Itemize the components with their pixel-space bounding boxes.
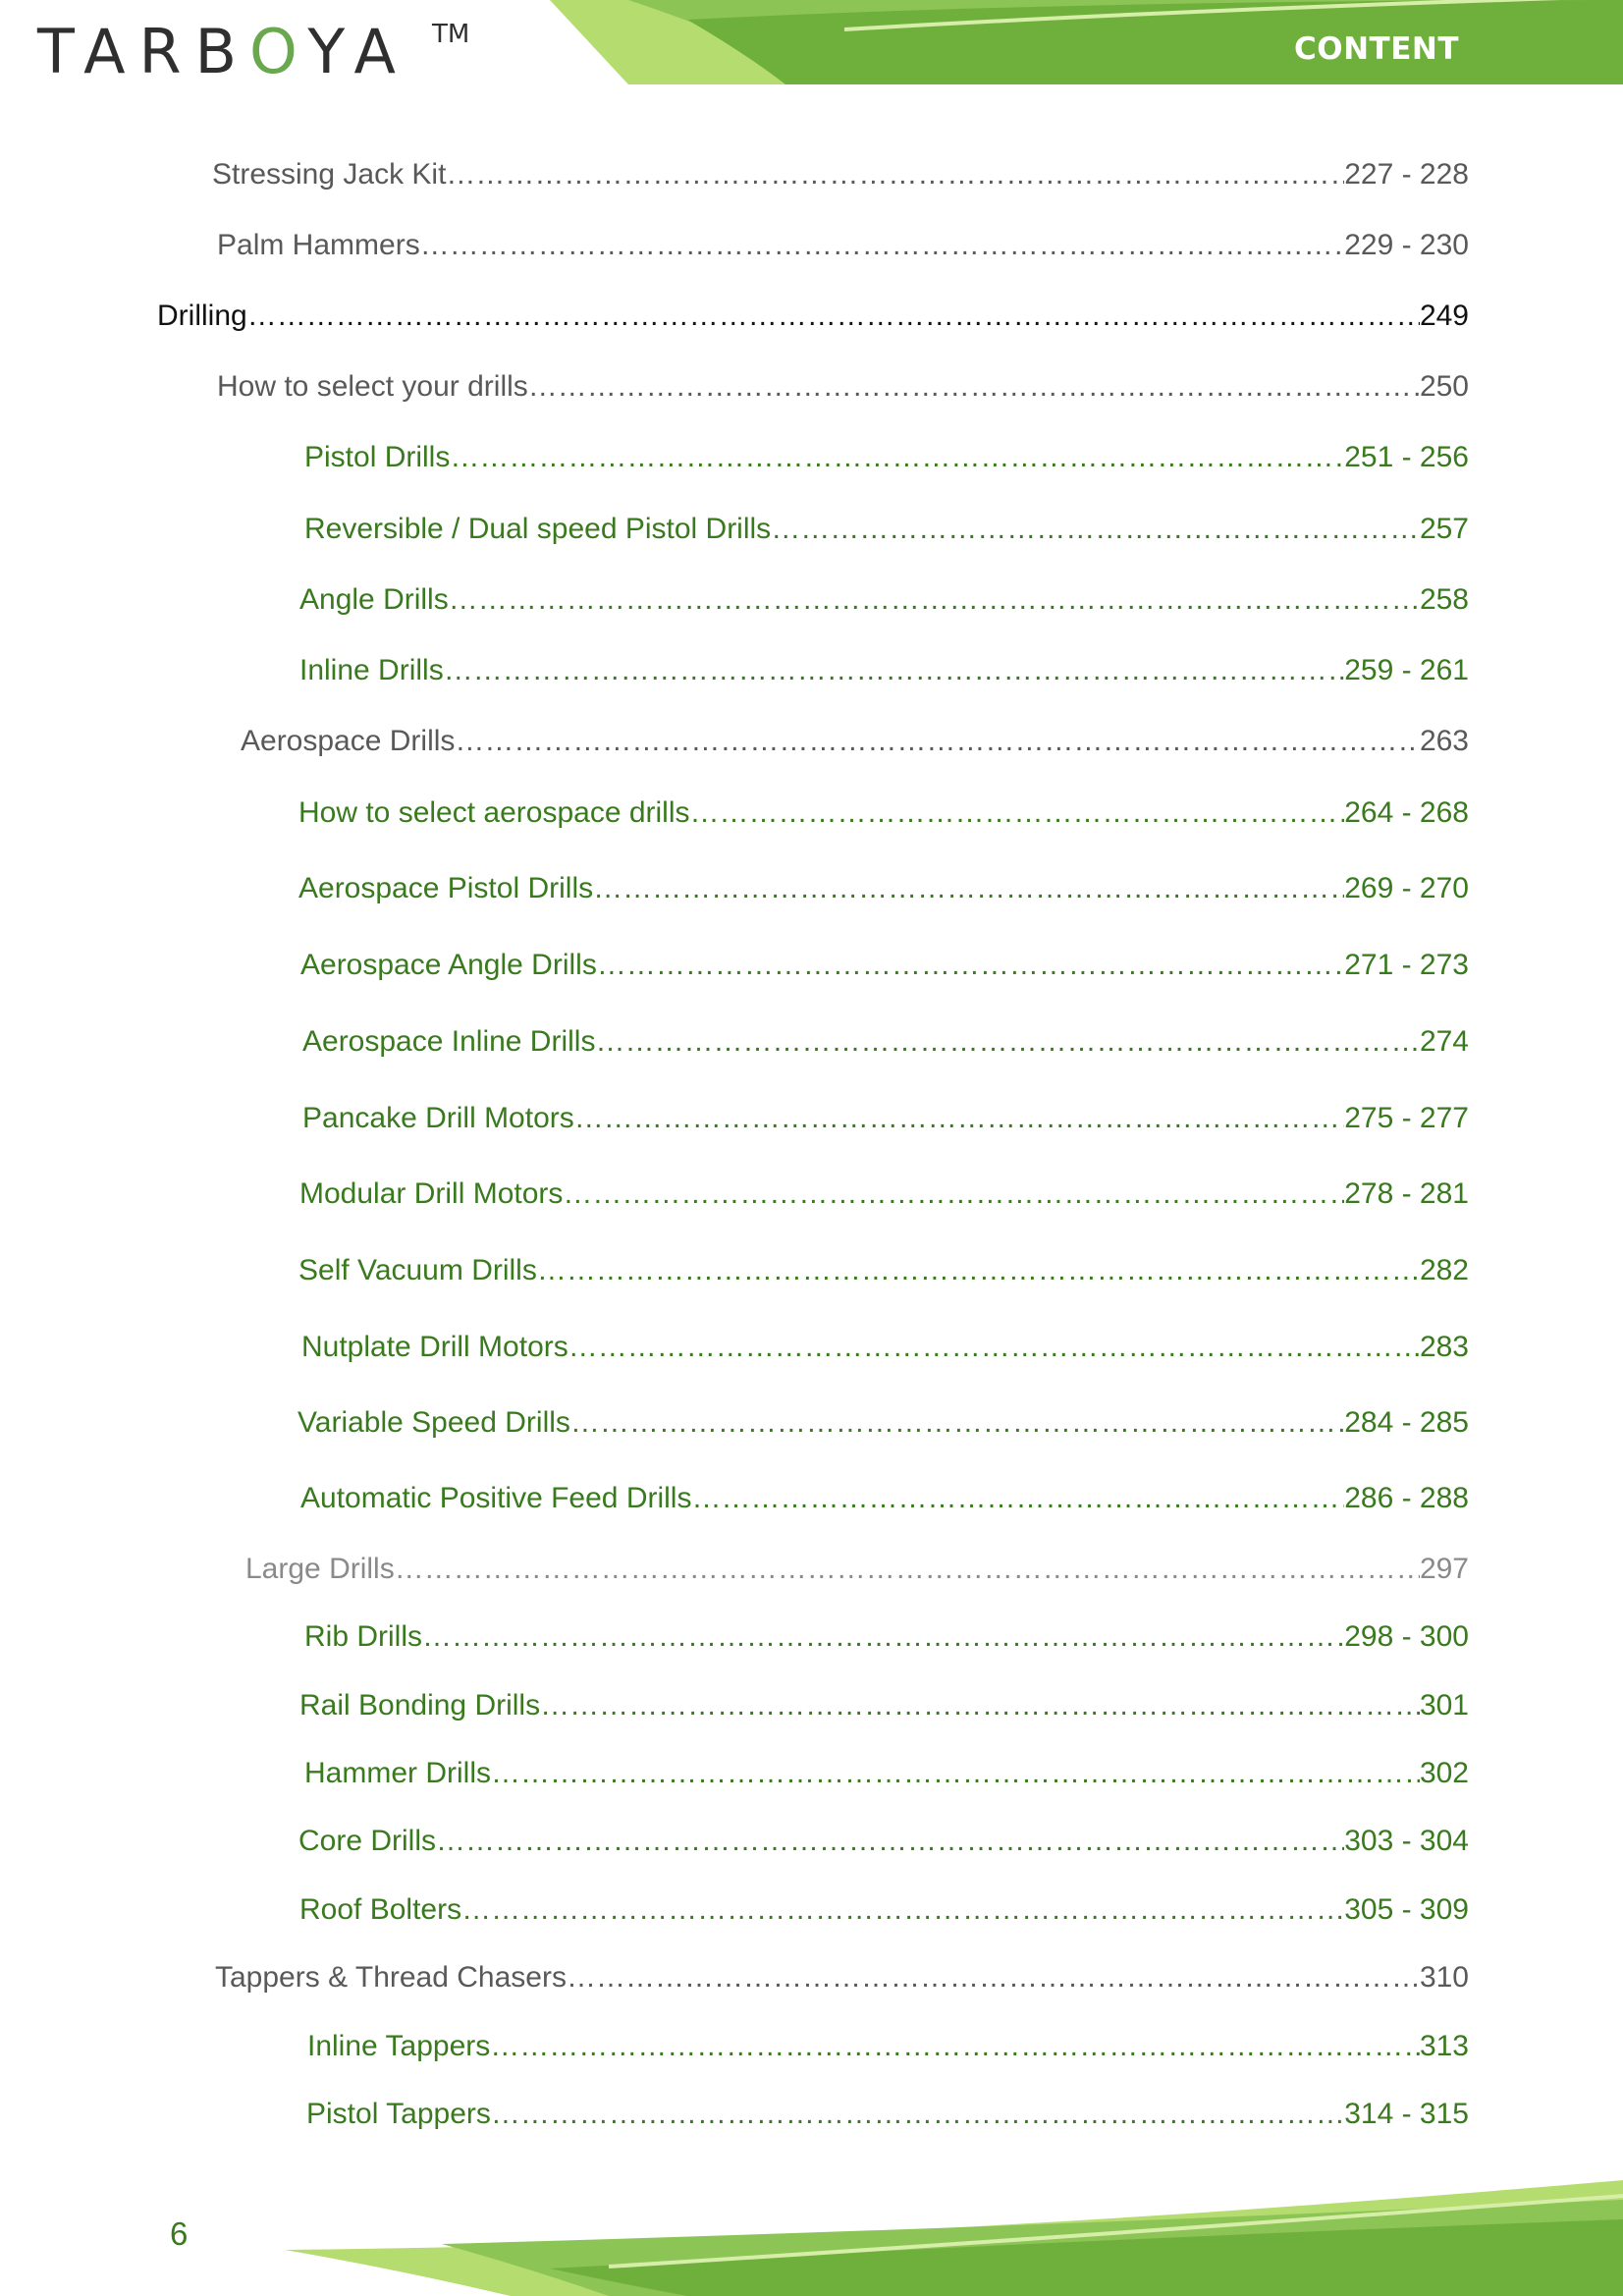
toc-title: Self Vacuum Drills	[298, 1254, 537, 1286]
dot-leader	[563, 1176, 1344, 1212]
toc-title: Automatic Positive Feed Drills	[300, 1482, 692, 1514]
toc-entry-aerospace-angle-drills[interactable]	[300, 948, 1469, 983]
dot-leader	[461, 1892, 1344, 1928]
toc-title: Rib Drills	[304, 1620, 422, 1653]
toc-page: 263	[1419, 725, 1469, 757]
section-label: CONTENT	[1294, 31, 1459, 67]
toc-entry-aerospace-pistol-drills[interactable]	[298, 871, 1469, 906]
toc-entry-angle-drills[interactable]	[299, 582, 1469, 618]
dot-leader	[568, 1330, 1420, 1365]
dot-leader	[449, 582, 1420, 618]
toc-title: Large Drills	[245, 1553, 395, 1585]
toc-entry-rail-bonding-drills[interactable]	[299, 1688, 1469, 1723]
toc-title: Inline Drills	[299, 654, 444, 686]
toc-title: Core Drills	[298, 1825, 437, 1857]
toc-page: 229 - 230	[1344, 229, 1469, 261]
footer-swoosh	[0, 2160, 1623, 2296]
dot-leader	[691, 1481, 1344, 1516]
toc-title: Angle Drills	[299, 583, 449, 616]
toc-title: Pistol Drills	[304, 441, 451, 473]
logo-letter-t: T	[37, 16, 84, 87]
toc-page: 284 - 285	[1344, 1406, 1469, 1439]
toc-page: 282	[1419, 1254, 1469, 1286]
toc-entry-aerospace-inline-drills[interactable]	[302, 1024, 1469, 1060]
toc-entry-hammer-drills[interactable]	[304, 1756, 1469, 1791]
toc-title: Aerospace Inline Drills	[302, 1025, 596, 1058]
toc-entry-drilling[interactable]	[157, 299, 1469, 334]
toc-title: Reversible / Dual speed Pistol Drills	[304, 513, 772, 545]
toc-entry-automatic-positive-feed-drills[interactable]	[300, 1481, 1469, 1516]
tarboya-logo	[37, 16, 470, 87]
toc-entry-variable-speed-drills[interactable]	[298, 1405, 1469, 1441]
dot-leader	[247, 299, 1420, 334]
toc-page: 259 - 261	[1344, 654, 1469, 686]
dot-leader	[570, 1405, 1344, 1441]
toc-entry-rib-drills[interactable]	[304, 1619, 1469, 1655]
dot-leader	[422, 1619, 1344, 1655]
toc-page: 286 - 288	[1344, 1482, 1469, 1514]
toc-page: 297	[1419, 1553, 1469, 1585]
dot-leader	[491, 2097, 1344, 2132]
logo-letters-arb: ARB	[83, 16, 249, 87]
toc-entry-pancake-drill-motors[interactable]	[302, 1101, 1469, 1136]
dot-leader	[574, 1101, 1344, 1136]
dot-leader	[537, 1253, 1420, 1288]
toc-title: Aerospace Angle Drills	[300, 949, 597, 981]
toc-title: Aerospace Pistol Drills	[298, 872, 594, 904]
dot-leader	[595, 1024, 1419, 1060]
toc-page: 250	[1419, 370, 1469, 403]
dot-leader	[446, 157, 1344, 192]
toc-entry-aerospace-drills[interactable]	[241, 724, 1469, 759]
toc-entry-tappers-and-thread-chasers[interactable]	[215, 1960, 1469, 1995]
toc-page: 271 - 273	[1344, 949, 1469, 981]
toc-entry-how-to-select-your-drills[interactable]	[217, 369, 1469, 405]
dot-leader	[597, 948, 1344, 983]
dot-leader	[491, 1756, 1420, 1791]
toc-page: 283	[1419, 1331, 1469, 1363]
logo-letter-o: O	[249, 16, 308, 87]
toc-page: 303 - 304	[1344, 1825, 1469, 1857]
toc-title: Roof Bolters	[299, 1893, 462, 1926]
dot-leader	[436, 1824, 1344, 1859]
dot-leader	[593, 871, 1344, 906]
toc-title: Inline Tappers	[307, 2030, 491, 2062]
toc-entry-how-to-select-aerospace-drills[interactable]	[298, 795, 1469, 831]
toc-title: Pancake Drill Motors	[302, 1102, 574, 1134]
toc-title: Pistol Tappers	[306, 2098, 491, 2130]
toc-page: 298 - 300	[1344, 1620, 1469, 1653]
toc-page: 305 - 309	[1344, 1893, 1469, 1926]
dot-leader	[771, 512, 1420, 547]
dot-leader	[395, 1552, 1420, 1587]
dot-leader	[567, 1960, 1420, 1995]
toc-entry-nutplate-drill-motors[interactable]	[301, 1330, 1469, 1365]
toc-page: 274	[1419, 1025, 1469, 1058]
toc-entry-reversible-dual-speed-pistol-drills[interactable]	[304, 512, 1469, 547]
toc-title: Rail Bonding Drills	[299, 1689, 541, 1722]
toc-title: Palm Hammers	[217, 229, 420, 261]
toc-title: Hammer Drills	[304, 1757, 491, 1789]
toc-title: Drilling	[157, 300, 247, 332]
toc-entry-pistol-drills[interactable]	[304, 440, 1469, 475]
toc-entry-stressing-jack-kit[interactable]	[212, 157, 1469, 192]
toc-page: 275 - 277	[1344, 1102, 1469, 1134]
toc-entry-pistol-tappers[interactable]	[306, 2097, 1469, 2132]
toc-page: 249	[1419, 300, 1469, 332]
toc-title: Variable Speed Drills	[298, 1406, 570, 1439]
page-number: 6	[170, 2215, 189, 2252]
toc-title: Modular Drill Motors	[299, 1177, 564, 1210]
toc-page: 257	[1419, 513, 1469, 545]
toc-title: Stressing Jack Kit	[212, 158, 447, 191]
dot-leader	[455, 724, 1420, 759]
toc-entry-inline-tappers[interactable]	[307, 2029, 1469, 2064]
dot-leader	[528, 369, 1420, 405]
dot-leader	[690, 795, 1345, 831]
toc-title: Nutplate Drill Motors	[301, 1331, 568, 1363]
dot-leader	[450, 440, 1344, 475]
toc-page: 310	[1419, 1961, 1469, 1994]
toc-page: 301	[1419, 1689, 1469, 1722]
toc-title: Tappers & Thread Chasers	[215, 1961, 567, 1994]
toc-page: 227 - 228	[1344, 158, 1469, 191]
toc-page: 278 - 281	[1344, 1177, 1469, 1210]
trademark-mark: TM	[432, 20, 470, 49]
toc-title: How to select your drills	[217, 370, 528, 403]
toc-entry-self-vacuum-drills[interactable]	[298, 1253, 1469, 1288]
dot-leader	[540, 1688, 1420, 1723]
logo-letters-ya: YA	[307, 16, 409, 87]
toc-page: 264 - 268	[1344, 796, 1469, 829]
toc-entry-modular-drill-motors[interactable]	[299, 1176, 1469, 1212]
toc-entry-inline-drills[interactable]	[299, 653, 1469, 688]
toc-page: 313	[1419, 2030, 1469, 2062]
toc-entry-palm-hammers[interactable]	[217, 228, 1469, 263]
toc-page: 258	[1419, 583, 1469, 616]
toc-title: Aerospace Drills	[241, 725, 456, 757]
toc-page: 251 - 256	[1344, 441, 1469, 473]
dot-leader	[444, 653, 1345, 688]
toc-title: How to select aerospace drills	[298, 796, 690, 829]
toc-page: 302	[1419, 1757, 1469, 1789]
toc-entry-core-drills[interactable]	[298, 1824, 1469, 1859]
toc-page: 314 - 315	[1344, 2098, 1469, 2130]
toc-entry-roof-bolters[interactable]	[299, 1892, 1469, 1928]
dot-leader	[420, 228, 1345, 263]
toc-page: 269 - 270	[1344, 872, 1469, 904]
dot-leader	[490, 2029, 1420, 2064]
toc-entry-large-drills[interactable]	[245, 1552, 1469, 1587]
